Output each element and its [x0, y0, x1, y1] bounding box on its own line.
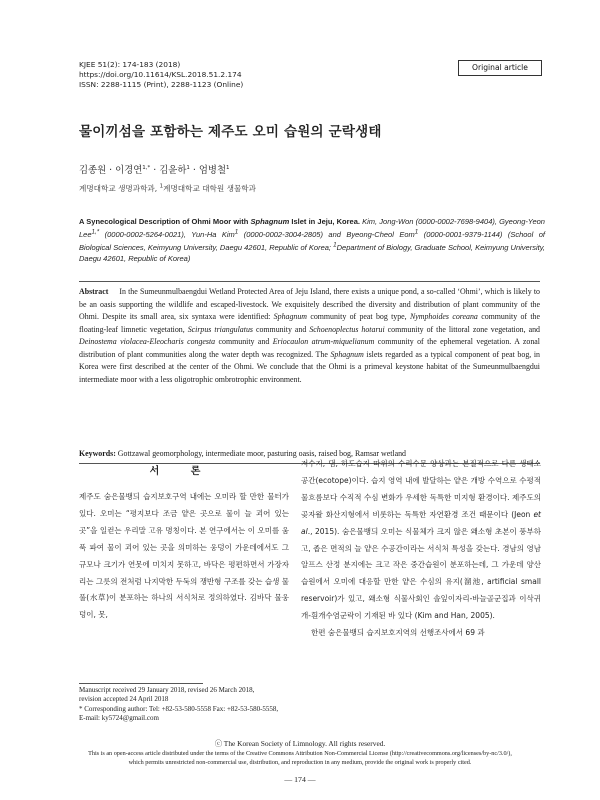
body-paragraph: 한편 숨은물뱅듸 습지보호지역의 선행조사에서 69 과: [311, 628, 485, 638]
species-name: Nymphoides coreana: [409, 312, 478, 322]
author-sup: 1: [234, 228, 239, 236]
et-al-text: et al: [301, 509, 541, 536]
abstract-text: community of peat bog type,: [307, 312, 410, 322]
abstract-text: islets regarded as a typical component of peat bog, in Korea were first described at the center of the Ohmi. We conclude that the Ohmi is a primeval keystone habitat of the Sumeunmulbaengdui intermediate moor with a less oligotrophic ombrotrophic environment.: [79, 349, 540, 384]
email-line[interactable]: E-mail: ky5724@gmail.com: [79, 714, 159, 723]
author-name: · 엄병철: [189, 165, 226, 176]
journal-citation: KJEE 51(2): 174-183 (2018): [79, 60, 181, 69]
received-line: Manuscript received 29 January 2018, revised 26 March 2018,: [79, 686, 255, 694]
species-name: Sphagnum: [273, 312, 307, 322]
license-line: which permits unrestricted non-commercial use, distribution, and reproduction in any medium, provide the original work is properly cited.: [128, 758, 472, 766]
affiliation-text: (School of Biological Sciences, Keimyung University, Daegu 42601, Republic of Korea;: [79, 230, 545, 253]
author-sup: 1: [226, 164, 230, 171]
korean-affiliation: [79, 184, 539, 194]
copyright-line: ⓒ The Korean Society of Limnology. All rights reserved.: [214, 739, 386, 748]
english-title-text: Islet in Jeju, Korea.: [289, 217, 360, 226]
abstract-text: In the Sumeunmulbaengdui Wetland Protected Area of Jeju Island, there exists a unique pond, a so-called ‘Ohmi’, which is likely to be an oasis supporting the wildlife and escaped-livestock. We exquisitely described the diversity and distribution of plant community of the Ohmi. Despite its small area, six syntaxa were identified:: [79, 287, 540, 322]
author-text: (0000-0002-3004-2805) and Byeong-Cheol Eom: [238, 230, 415, 240]
korean-authors: [79, 165, 539, 177]
english-title: [79, 217, 360, 226]
accepted-line: revision accepted 24 April 2018: [79, 695, 169, 704]
author-name: · 김윤하: [150, 165, 187, 176]
abstract-text: community and: [252, 324, 310, 334]
affiliation-text: Department of Biology, Graduate School, Keimyung University, Daegu 42601, Republic of Korea): [79, 243, 546, 264]
abstract-label: Abstract: [79, 287, 109, 296]
article-type-badge: Original article: [458, 60, 542, 76]
species-name: Eriocaulon atrum-miquelianum: [272, 337, 375, 347]
keywords-text: Gottzawal geomorphology, intermediate moor, pasturing oasis, raised bog, Ramsar wetland: [115, 449, 407, 458]
english-title-species: Sphagnum: [250, 217, 290, 226]
footnote-rule: [79, 683, 203, 684]
journal-meta: [79, 60, 379, 90]
body-text: ., 2015). 숨은물뱅듸 오미는 식물체가 크지 않은 왜소형 초본이 풍부하고, 좁은 면적의 늘 얕은 수공간이라는 서식처 특성을 갖는다. 경남의 영남알프스 산정 분지에는 크고 작은 중간습원이 분포하는데, 그 가운데 양산습원에서 오미에 대응할 만한 얕은 수심의 유지(溜池, artificial small reservoir)가 있고, 왜소형 식물사회인 솔잎이자리-바늘골군집과 이삭귀개-흰개수염군락이 기재된 바 있다 (Kim and Han, 2005).: [301, 526, 541, 621]
issn-line: ISSN: 2288-1115 (Print), 2288-1123 (Online): [79, 80, 244, 89]
author-sup: 1: [414, 228, 419, 236]
corresponding-line: * Corresponding author: Tel: +82-53-580-5558 Fax: +82-53-580-5558,: [79, 704, 279, 713]
affiliation-text: 계명대학교 생명과학과,: [79, 184, 160, 193]
doi-link[interactable]: https://doi.org/10.11614/KSL.2018.51.2.174: [79, 70, 242, 79]
author-name: 김종원 · 이경연: [79, 165, 143, 176]
body-right-column: [301, 456, 541, 642]
abstract-rule-top: [79, 281, 540, 282]
section-title: 서 론: [149, 466, 215, 477]
english-citation: [79, 217, 545, 265]
body-paragraph: [301, 456, 541, 625]
affiliation-sup: 1: [333, 241, 337, 249]
keywords-label: Keywords:: [79, 449, 116, 458]
author-text: Kim, Jong-Won (0000-0002-7698-9404), Gyeong-Yeon Lee: [79, 217, 545, 240]
english-title-text: A Synecological Description of Ohmi Moor with: [79, 217, 251, 226]
species-name: Scirpus triangulatus: [187, 324, 253, 334]
author-sup: 1,*: [142, 164, 151, 171]
body-text: 저수지, 댐, 하도습지 따위의 수리수문 양상과는 본질적으로 다른 생태소공간(ecotope)이다. 습지 영역 내에 발달하는 얕은 개방 수역으로 수평적 물흐름보다 수직적 수심 변화가 우세한 독특한 미지형 환경이다. 제주도의 곶자왈 화산지형에서 비롯하는 독특한 자연환경 조건 때문이다 (Jeon: [301, 459, 541, 519]
species-name: Schoenoplectus hotarui: [309, 324, 385, 334]
license-text: [50, 750, 550, 767]
affiliation-text: 계명대학교 대학원 생물학과: [163, 184, 256, 193]
author-sup: 1: [186, 164, 190, 171]
author-text: (0000-0002-5264-0021), Yun-Ha Kim: [99, 230, 235, 240]
abstract: [79, 286, 540, 386]
author-text: (0000-0001-9379-1144): [418, 230, 503, 240]
abstract-text: community and: [215, 337, 273, 347]
abstract-text: community of the ephemeral vegetation. A zonal distribution of plant communities along the water depth was recognized. The: [79, 337, 540, 359]
species-name: Deinostema violacea-Eleocharis congesta: [79, 337, 216, 347]
author-sup: 1,*: [91, 228, 100, 236]
korean-title: 물이끼섬을 포함하는 제주도 오미 습원의 군락생태: [79, 124, 382, 140]
abstract-text: community of the floating-leaf limnetic vegetation,: [79, 312, 541, 334]
license-line: This is an open-access article distributed under the terms of the Creative Commons Attribution Non-Commercial License (http://creativecommons.org/licenses/by-nc/3.0/),: [88, 750, 512, 757]
species-name: Sphagnum: [330, 349, 364, 359]
body-left-column: 제주도 숨은물뱅듸 습지보호구역 내에는 오미라 할 만한 물터가 있다. 오미는 “평지보다 조금 얕은 곳으로 물이 늘 괴어 있는 곳”을 일컫는 우리말 고유 명칭이다. 본 연구에서는 이 오미를 움푹 파여 물이 괴어 있는 곳을 의미하는 웅덩이 가운데에서도 그 규모나 크기가 연못에 미치지 못하고, 바닥은 평편하면서 가장자리는 그릇의 전처럼 나지막한 두둑의 쟁반형 구조를 갖는 습생 물풀(水草)이 분포하는 하나의 서식처로 정의하였다. 김바닥 물웅덩이, 못,: [79, 492, 289, 620]
page-number: — 174 —: [284, 775, 316, 784]
footnote: [79, 686, 299, 724]
abstract-text: community of the littoral zone vegetation, and: [384, 324, 540, 334]
affiliation-sup: 1: [159, 183, 164, 190]
